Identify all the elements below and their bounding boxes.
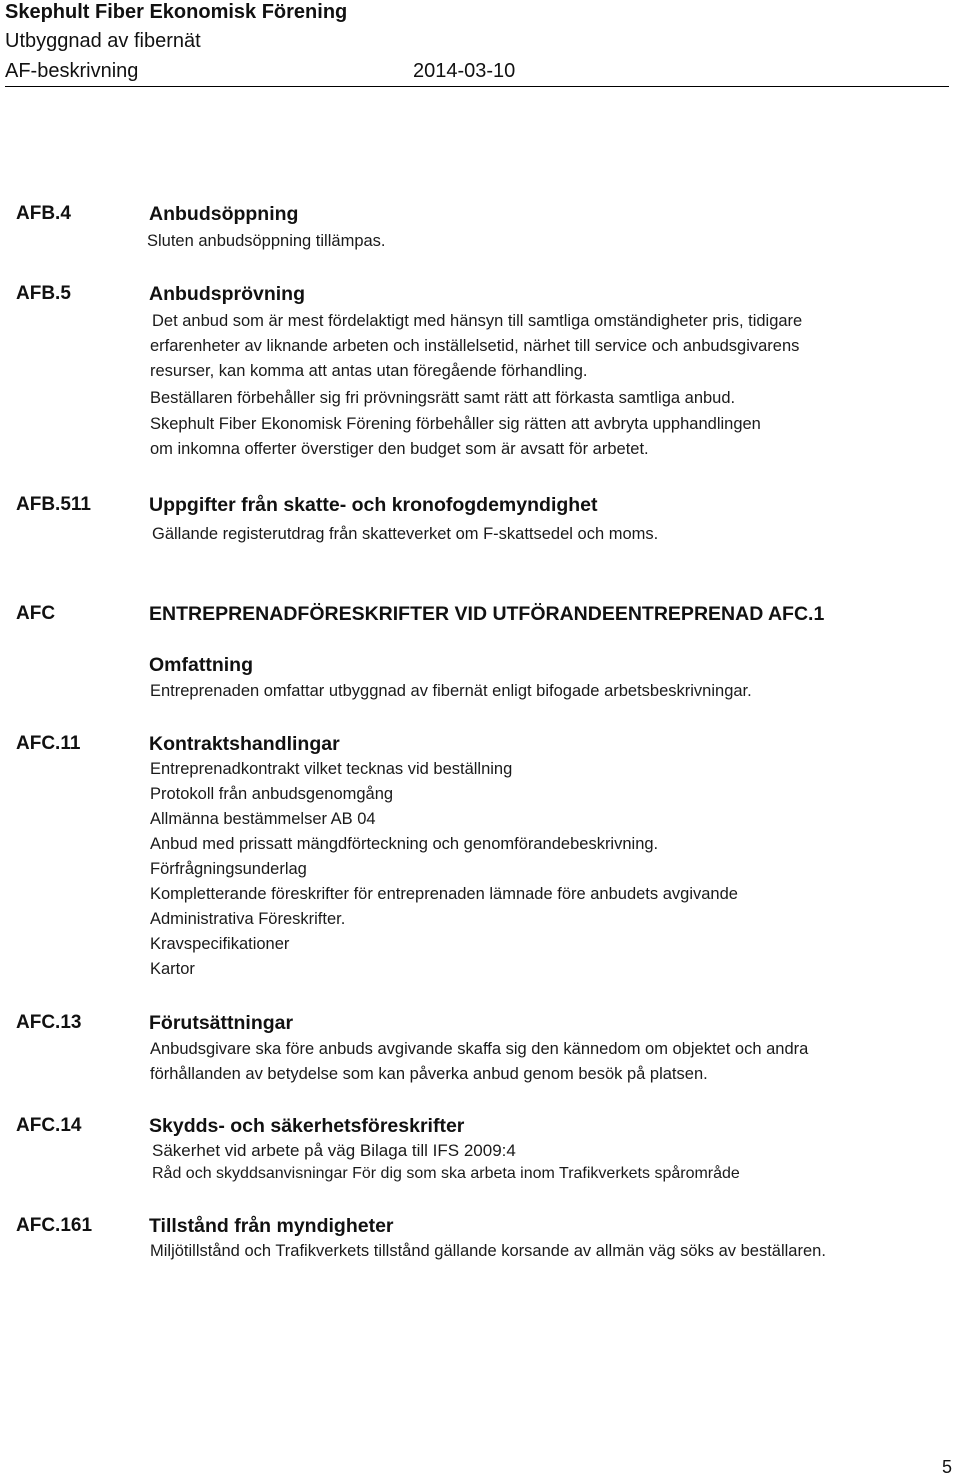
body-line: Sluten anbudsöppning tillämpas. <box>147 232 386 250</box>
body-line: Administrativa Föreskrifter. <box>150 910 346 928</box>
body-line: resurser, kan komma att antas utan föregående förhandling. <box>150 362 588 380</box>
page-number: 5 <box>942 1457 953 1477</box>
body-line: Allmänna bestämmelser AB 04 <box>150 810 376 828</box>
body-line: Skephult Fiber Ekonomisk Förening förbehåller sig rätten att avbryta upphandlingen <box>150 415 761 433</box>
section-title-afc11: Kontraktshandlingar <box>149 733 340 755</box>
body-line: Det anbud som är mest fördelaktigt med hänsyn till samtliga omständigheter pris, tidigare <box>152 312 803 330</box>
body-line: Protokoll från anbudsgenomgång <box>150 785 394 803</box>
body-line: Kravspecifikationer <box>150 935 290 953</box>
header-date: 2014-03-10 <box>413 60 516 82</box>
section-code-afb5: AFB.5 <box>16 283 71 304</box>
body-line: Kompletterande föreskrifter för entreprenaden lämnade före anbudets avgivande <box>150 885 738 903</box>
section-title-afc13: Förutsättningar <box>149 1012 294 1034</box>
section-title-afb5: Anbudsprövning <box>149 283 305 305</box>
body-line: Anbudsgivare ska före anbuds avgivande skaffa sig den kännedom om objektet och andra <box>150 1040 809 1058</box>
body-line: Förfrågningsunderlag <box>150 860 307 878</box>
section-code-afc13: AFC.13 <box>16 1012 82 1033</box>
body-line: Miljötillstånd och Trafikverkets tillstånd gällande korsande av allmän väg söks av beställaren. <box>150 1242 826 1260</box>
section-code-afb511: AFB.511 <box>16 494 91 515</box>
section-code-afc14: AFC.14 <box>16 1115 82 1136</box>
section-title-afc14: Skydds- och säkerhetsföreskrifter <box>149 1115 465 1137</box>
section-code-afc11: AFC.11 <box>16 733 81 754</box>
section-title-afb511: Uppgifter från skatte- och kronofogdemyndighet <box>149 494 598 516</box>
body-line: erfarenheter av liknande arbeten och inställelsetid, närhet till service och anbudsgivarens <box>150 337 800 355</box>
header-rule <box>5 86 949 87</box>
header-doc-type: AF-beskrivning <box>5 60 139 82</box>
section-code-afc161: AFC.161 <box>16 1215 93 1236</box>
body-line: Entreprenadkontrakt vilket tecknas vid beställning <box>150 760 513 778</box>
body-line: om inkomna offerter överstiger den budget som är avsatt för arbetet. <box>150 440 649 458</box>
section-title-afc161: Tillstånd från myndigheter <box>149 1215 394 1237</box>
section-title-afc: ENTREPRENADFÖRESKRIFTER VID UTFÖRANDEENTREPRENAD AFC.1 <box>149 603 825 625</box>
body-line: Entreprenaden omfattar utbyggnad av fibernät enligt bifogade arbetsbeskrivningar. <box>150 682 752 700</box>
body-line: Beställaren förbehåller sig fri prövningsrätt samt rätt att förkasta samtliga anbud. <box>150 389 736 407</box>
body-line: Råd och skyddsanvisningar För dig som ska arbeta inom Trafikverkets spårområde <box>152 1165 740 1182</box>
section-code-afc: AFC <box>16 603 56 624</box>
section-title-afb4: Anbudsöppning <box>149 203 299 225</box>
body-line: Anbud med prissatt mängdförteckning och genomförandebeskrivning. <box>150 835 659 853</box>
body-line: Gällande registerutdrag från skatteverket om F-skattsedel och moms. <box>152 525 659 543</box>
header-org: Skephult Fiber Ekonomisk Förening <box>5 1 348 23</box>
body-line: Kartor <box>150 960 195 978</box>
body-line: Säkerhet vid arbete på väg Bilaga till IFS 2009:4 <box>152 1141 516 1160</box>
header-project: Utbyggnad av fibernät <box>5 30 201 52</box>
body-line: förhållanden av betydelse som kan påverka anbud genom besök på platsen. <box>150 1065 708 1083</box>
section-title-afc1: Omfattning <box>149 654 253 676</box>
section-code-afb4: AFB.4 <box>16 203 71 224</box>
